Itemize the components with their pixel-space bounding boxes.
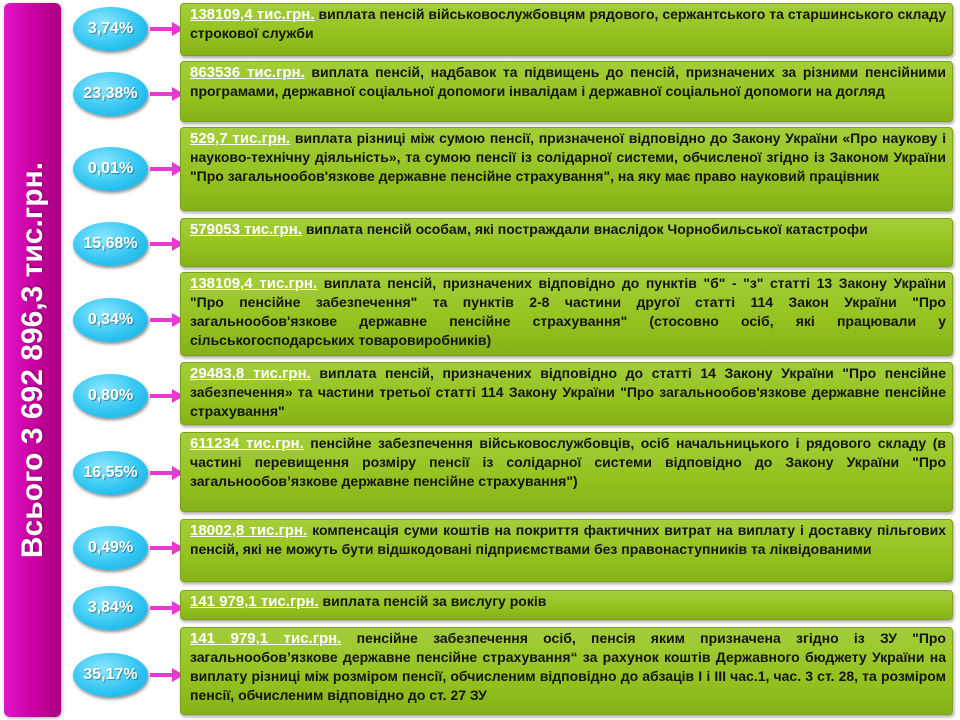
- pension-item-box: [180, 127, 953, 211]
- amount-label: 29483,8 тис.грн.: [190, 365, 311, 382]
- description-text: пенсійне забезпечення осіб, пенсія яким призначена згідно із ЗУ "Про загальнообов’язкове державне пенсійне страхування“ за рахунок коштів Державного бюджету України на виплату різниці між розміром пенсії, обчисленим відповідно до абзаців І і ІІІ час.1, час. 3 ст. 28, та розміром пенсії, обчисленим відповідно до ст. 27 ЗУ: [190, 630, 946, 703]
- percent-badge: 23,38%: [73, 72, 148, 116]
- arrow-right-icon: [150, 668, 184, 682]
- arrow-right-icon: [150, 541, 184, 555]
- pension-item-box: [180, 61, 953, 122]
- pension-item-box: [180, 432, 953, 512]
- total-label: Всього 3 692 896,3 тис.грн.: [15, 161, 49, 559]
- description-text: виплата пенсій військовослужбовцям рядового, сержантського та старшинського складу строкової служби: [190, 6, 946, 41]
- amount-label: 579053 тис.грн.: [190, 221, 302, 238]
- amount-label: 141 979,1 тис.грн.: [190, 593, 319, 610]
- amount-label: 18002,8 тис.грн.: [190, 522, 308, 539]
- arrow-right-icon: [150, 313, 184, 327]
- arrow-right-icon: [150, 601, 184, 615]
- pension-item-box: [180, 218, 953, 267]
- description-text: виплата пенсій, призначених відповідно до статті 14 Закону України "Про пенсійне забезпечення» та частини третьої статті 114 Закону України "Про загальнообов'язкове державне пенсійне страхування": [190, 365, 946, 419]
- total-bar: [4, 3, 61, 717]
- arrow-right-icon: [150, 466, 184, 480]
- amount-label: 529,7 тис.грн.: [190, 130, 291, 147]
- arrow-right-icon: [150, 237, 184, 251]
- description-text: виплата пенсій особам, які постраждали внаслідок Чорнобильської катастрофи: [301, 221, 868, 237]
- percent-badge: 0,80%: [73, 374, 148, 418]
- description-text: виплата різниці між сумою пенсії, призначеної відповідно до Закону України «Про наукову і науково-технічну діяльність», та сумою пенсії із солідарної системи, обчисленої згідно із Законом України "Про загальнообов'язкове державне пенсійне страхування", на яку має право науковий працівник: [190, 130, 947, 184]
- description-text: виплата пенсій, надбавок та підвищень до пенсій, призначених за різними пенсійними програмами, державної соціальної допомоги інвалідам і державної соціальної допомоги на догляд: [190, 64, 946, 99]
- amount-label: 611234 тис.грн.: [190, 435, 304, 452]
- arrow-right-icon: [150, 389, 184, 403]
- pension-item-box: [180, 362, 953, 425]
- percent-badge: 0,49%: [73, 526, 148, 570]
- pension-item-box: [180, 272, 953, 356]
- arrow-right-icon: [150, 162, 184, 176]
- percent-badge: 15,68%: [73, 222, 148, 266]
- percent-badge: 16,55%: [73, 451, 148, 495]
- description-text: виплата пенсій, призначених відповідно до пунктів "б" - "з" статті 13 Закону України "Про пенсійне забезпечення" та пунктів 2-8 частини другої статті 114 Закон України "Про загальнообов'язкове державне пенсійне страхування" (стосовно осіб, які працювали у сільськогосподарських товаровиробників): [190, 275, 946, 348]
- percent-badge: 3,74%: [73, 7, 148, 51]
- amount-label: 863536 тис.грн.: [190, 64, 305, 81]
- description-text: компенсація суми коштів на покриття фактичних витрат на виплату і доставку пільгових пенсій, які не можуть бути відшкодовані підприємствами без правонаступників та ліквідованими: [190, 522, 946, 557]
- pension-item-box: [180, 627, 953, 715]
- percent-badge: 0,01%: [73, 147, 148, 191]
- amount-label: 138109,4 тис.грн.: [190, 6, 315, 23]
- percent-badge: 35,17%: [73, 653, 148, 697]
- description-text: виплата пенсій за вислугу років: [318, 593, 547, 609]
- percent-badge: 0,34%: [73, 298, 148, 342]
- pension-item-box: [180, 3, 953, 56]
- arrow-right-icon: [150, 87, 184, 101]
- percent-badge: 3,84%: [73, 586, 148, 630]
- pension-item-box: [180, 519, 953, 582]
- amount-label: 141 979,1 тис.грн.: [190, 630, 342, 647]
- pension-item-box: [180, 590, 953, 620]
- amount-label: 138109,4 тис.грн.: [190, 275, 318, 292]
- description-text: пенсійне забезпечення військовослужбовців, осіб начальницького і рядового складу (в частині перевищення розміру пенсії із солідарної системи відповідно до Закону України "Про загальнообов’язкове державне пенсійне страхування"): [190, 435, 947, 489]
- arrow-right-icon: [150, 22, 184, 36]
